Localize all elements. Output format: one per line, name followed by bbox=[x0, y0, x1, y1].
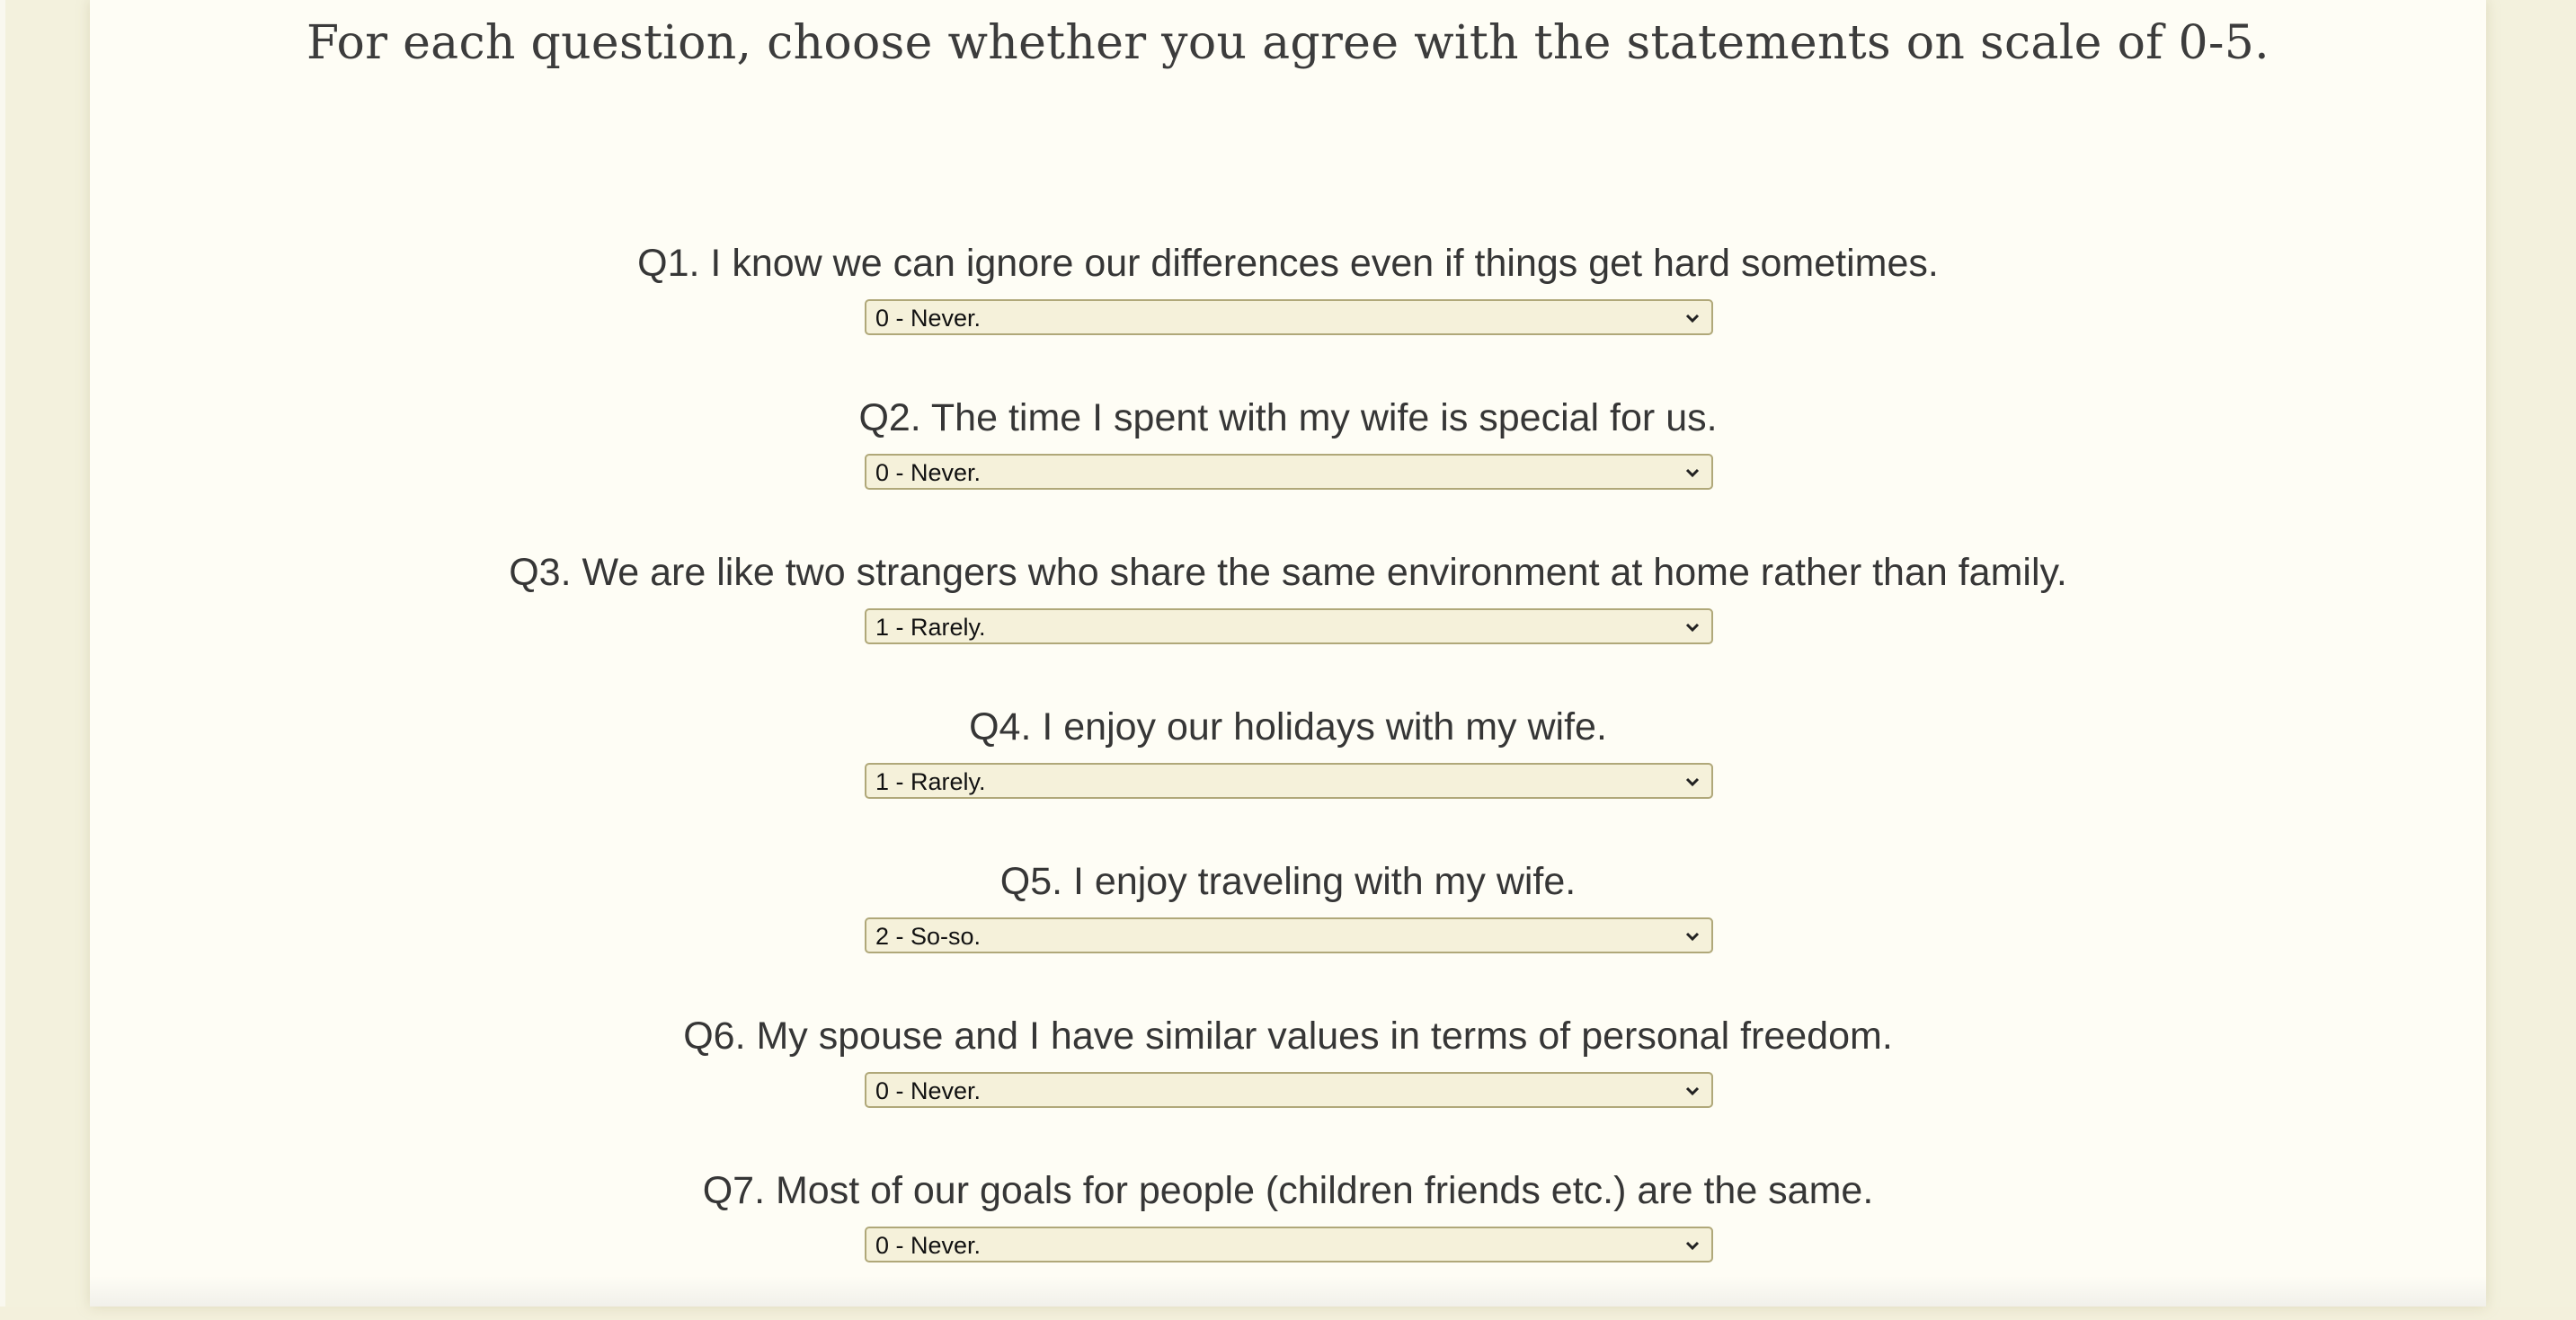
question-5 bbox=[0, 856, 2576, 1011]
question-1 bbox=[0, 238, 2576, 393]
survey-instruction: For each question, choose whether you agree with the statements on scale of 0-5. bbox=[306, 16, 2270, 70]
chevron-down-icon bbox=[1683, 1081, 1702, 1101]
chevron-down-icon bbox=[1683, 1236, 1702, 1255]
chevron-down-icon bbox=[1683, 308, 1702, 328]
question-text: Q1. I know we can ignore our differences even if things get hard sometimes. bbox=[637, 242, 1939, 285]
selected-answer: 0 - Never. bbox=[875, 1232, 982, 1259]
question-text: Q3. We are like two strangers who share the same environment at home rather than family. bbox=[509, 551, 2067, 594]
answer-select-q4[interactable] bbox=[865, 763, 1713, 799]
answer-select-q1[interactable] bbox=[865, 299, 1713, 335]
question-6 bbox=[0, 1011, 2576, 1165]
answer-select-q7[interactable] bbox=[865, 1227, 1713, 1262]
question-text: Q2. The time I spent with my wife is special for us. bbox=[858, 396, 1718, 439]
question-text: Q5. I enjoy traveling with my wife. bbox=[999, 860, 1577, 903]
question-4 bbox=[0, 702, 2576, 856]
chevron-down-icon bbox=[1683, 772, 1702, 792]
question-text: Q4. I enjoy our holidays with my wife. bbox=[969, 705, 1607, 749]
question-2 bbox=[0, 393, 2576, 547]
answer-select-q2[interactable] bbox=[865, 454, 1713, 490]
selected-answer: 1 - Rarely. bbox=[875, 768, 986, 795]
chevron-down-icon bbox=[1683, 617, 1702, 637]
answer-select-q6[interactable] bbox=[865, 1072, 1713, 1108]
selected-answer: 0 - Never. bbox=[875, 305, 982, 332]
chevron-down-icon bbox=[1683, 463, 1702, 483]
question-text: Q7. Most of our goals for people (children friends etc.) are the same. bbox=[702, 1169, 1874, 1212]
selected-answer: 1 - Rarely. bbox=[875, 614, 986, 641]
selected-answer: 0 - Never. bbox=[875, 1077, 982, 1104]
answer-select-q3[interactable] bbox=[865, 608, 1713, 644]
question-text: Q6. My spouse and I have similar values in terms of personal freedom. bbox=[683, 1014, 1893, 1058]
question-3 bbox=[0, 547, 2576, 702]
bottom-edge-shadow bbox=[90, 1276, 2486, 1307]
answer-select-q5[interactable] bbox=[865, 917, 1713, 953]
chevron-down-icon bbox=[1683, 926, 1702, 946]
selected-answer: 2 - So-so. bbox=[875, 923, 982, 950]
selected-answer: 0 - Never. bbox=[875, 459, 982, 486]
